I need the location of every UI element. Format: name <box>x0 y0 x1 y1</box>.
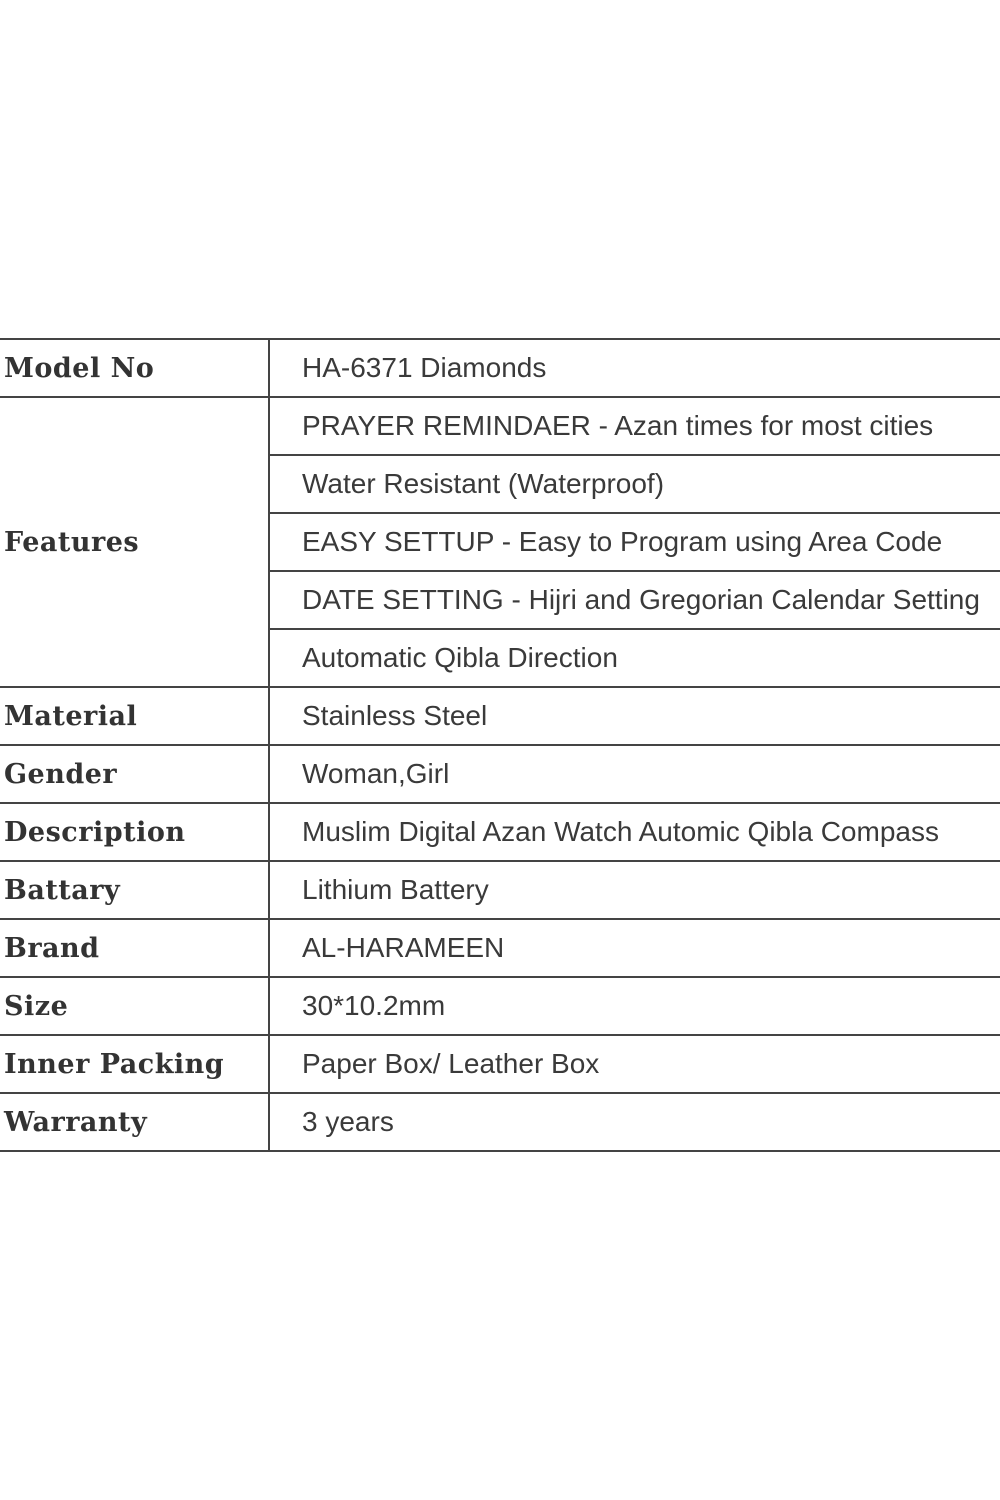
row-label-warranty: Warranty <box>0 1093 269 1151</box>
row-value-brand: AL-HARAMEEN <box>269 919 1000 977</box>
row-label-gender: Gender <box>0 745 269 803</box>
table-row <box>0 1035 1000 1093</box>
table-row <box>0 977 1000 1035</box>
table-row <box>0 745 1000 803</box>
feature-item: PRAYER REMINDAER - Azan times for most cities <box>269 397 1000 455</box>
spec-table <box>0 338 1000 1152</box>
table-row <box>0 1093 1000 1151</box>
feature-item: Water Resistant (Waterproof) <box>269 455 1000 513</box>
row-label-features: Features <box>0 397 269 687</box>
row-label-model-no: Model No <box>0 339 269 397</box>
table-row <box>0 861 1000 919</box>
feature-item: DATE SETTING - Hijri and Gregorian Calendar Setting <box>269 571 1000 629</box>
row-value-battery: Lithium Battery <box>269 861 1000 919</box>
row-label-size: Size <box>0 977 269 1035</box>
row-value-size: 30*10.2mm <box>269 977 1000 1035</box>
row-value-model-no: HA-6371 Diamonds <box>269 339 1000 397</box>
table-row <box>0 397 1000 455</box>
row-label-description: Description <box>0 803 269 861</box>
table-row <box>0 339 1000 397</box>
row-label-brand: Brand <box>0 919 269 977</box>
row-value-gender: Woman,Girl <box>269 745 1000 803</box>
feature-item: EASY SETTUP - Easy to Program using Area Code <box>269 513 1000 571</box>
row-label-material: Material <box>0 687 269 745</box>
row-value-inner-packing: Paper Box/ Leather Box <box>269 1035 1000 1093</box>
row-value-material: Stainless Steel <box>269 687 1000 745</box>
row-label-inner-packing: Inner Packing <box>0 1035 269 1093</box>
feature-item: Automatic Qibla Direction <box>269 629 1000 687</box>
table-row <box>0 803 1000 861</box>
row-value-warranty: 3 years <box>269 1093 1000 1151</box>
row-label-battery: Battary <box>0 861 269 919</box>
row-value-description: Muslim Digital Azan Watch Automic Qibla Compass <box>269 803 1000 861</box>
table-row <box>0 919 1000 977</box>
table-row <box>0 687 1000 745</box>
